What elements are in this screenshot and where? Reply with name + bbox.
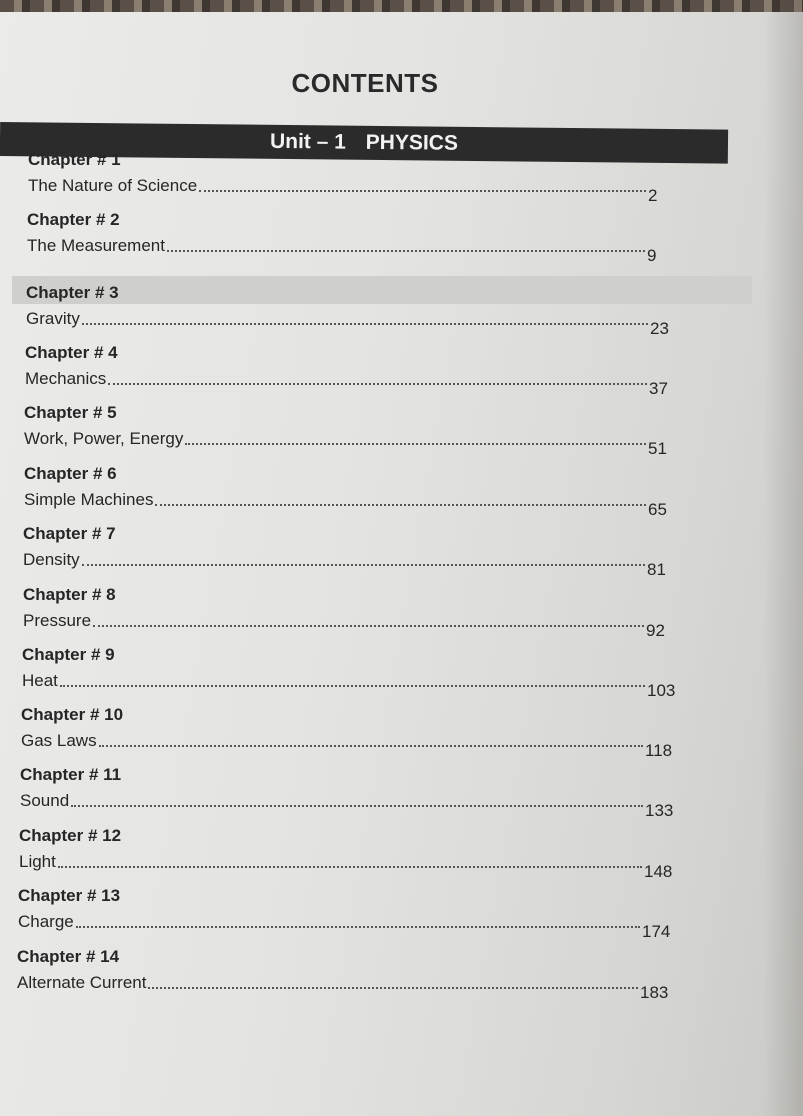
toc-entry-14[interactable] — [17, 947, 672, 1002]
dot-leader — [199, 189, 646, 192]
chapter-title: The Measurement — [27, 236, 165, 255]
toc-entry-12[interactable] — [19, 826, 676, 881]
toc-line — [27, 234, 679, 265]
dot-leader — [155, 503, 646, 506]
toc-line — [23, 548, 679, 579]
toc-line — [24, 427, 680, 458]
unit-subject: PHYSICS — [365, 130, 459, 155]
chapter-number: Chapter # 5 — [24, 403, 117, 422]
dot-leader — [148, 986, 638, 989]
toc-entry-6[interactable] — [24, 464, 680, 519]
page-number: 81 — [647, 560, 666, 579]
page-number: 174 — [642, 922, 671, 941]
chapter-title: Alternate Current — [17, 973, 147, 992]
toc-line — [23, 609, 678, 640]
toc-line — [26, 307, 682, 338]
chapter-number: Chapter # 8 — [23, 585, 116, 604]
chapter-number: Chapter # 3 — [26, 283, 119, 302]
page-title: CONTENTS — [291, 68, 439, 98]
toc-line — [19, 850, 676, 881]
page-number: 103 — [647, 681, 676, 700]
toc-line — [28, 174, 680, 205]
chapter-number: Chapter # 11 — [20, 765, 122, 784]
chapter-number: Chapter # 14 — [17, 947, 120, 966]
chapter-title: Pressure — [23, 611, 92, 630]
chapter-title: Simple Machines — [24, 490, 154, 509]
chapter-title: Gas Laws — [21, 731, 97, 750]
toc-entry-2[interactable] — [27, 210, 679, 265]
dot-leader — [60, 684, 645, 687]
unit-label: Unit – 1 — [269, 129, 347, 154]
chapter-title: Mechanics — [25, 369, 107, 388]
page-number: 37 — [649, 379, 668, 398]
toc-line — [24, 488, 680, 519]
dot-leader — [93, 624, 644, 627]
toc-line — [21, 729, 677, 760]
dot-leader — [76, 925, 640, 928]
toc-entry-9[interactable] — [22, 645, 679, 700]
toc-entry-4[interactable] — [25, 343, 681, 398]
toc-entry-8[interactable] — [23, 585, 678, 640]
dot-leader — [82, 322, 648, 325]
page-number: 118 — [645, 741, 673, 760]
dot-leader — [185, 442, 646, 445]
dot-leader — [82, 563, 645, 566]
toc-line — [22, 669, 679, 700]
toc-entry-5[interactable] — [24, 403, 680, 458]
chapter-number: Chapter # 4 — [25, 343, 118, 362]
toc-line — [25, 367, 681, 398]
dot-leader — [71, 804, 643, 807]
chapter-number: Chapter # 1 — [28, 150, 121, 169]
toc-line — [17, 971, 672, 1002]
page-number: 51 — [648, 439, 667, 458]
chapter-title: Heat — [22, 671, 58, 690]
page-number: 2 — [648, 186, 658, 205]
toc-entry-3[interactable] — [26, 283, 682, 338]
chapter-title: Charge — [18, 912, 74, 931]
page-number: 92 — [646, 621, 665, 640]
dot-leader — [167, 249, 645, 252]
chapter-title: Work, Power, Energy — [24, 429, 184, 448]
chapter-number: Chapter # 10 — [21, 705, 124, 724]
chapter-number: Chapter # 12 — [19, 826, 122, 845]
page-number: 23 — [650, 319, 669, 338]
page-number: 65 — [648, 500, 667, 519]
toc-entry-13[interactable] — [18, 886, 674, 941]
dot-leader — [58, 865, 642, 868]
chapter-number: Chapter # 9 — [22, 645, 115, 664]
chapter-title: The Nature of Science — [28, 176, 198, 195]
page-number: 183 — [640, 983, 669, 1002]
toc-line — [20, 789, 677, 820]
dot-leader — [99, 744, 643, 747]
toc-line — [18, 910, 674, 941]
toc-entry-7[interactable] — [23, 524, 679, 579]
page-top-edge — [0, 0, 803, 12]
chapter-title: Density — [23, 550, 80, 569]
chapter-title: Gravity — [26, 309, 80, 328]
toc-entry-1[interactable] — [28, 150, 680, 205]
page-number: 133 — [645, 801, 674, 820]
dot-leader — [108, 382, 647, 385]
toc-entry-11[interactable] — [20, 765, 677, 820]
page-number: 148 — [644, 862, 673, 881]
toc-entry-10[interactable] — [21, 705, 677, 760]
chapter-number: Chapter # 13 — [18, 886, 121, 905]
chapter-number: Chapter # 2 — [27, 210, 120, 229]
page-right-shadow — [763, 0, 803, 1116]
chapter-number: Chapter # 6 — [24, 464, 117, 483]
page-number: 9 — [647, 246, 657, 265]
chapter-title: Light — [19, 852, 56, 871]
chapter-number: Chapter # 7 — [23, 524, 116, 543]
chapter-title: Sound — [20, 791, 70, 810]
